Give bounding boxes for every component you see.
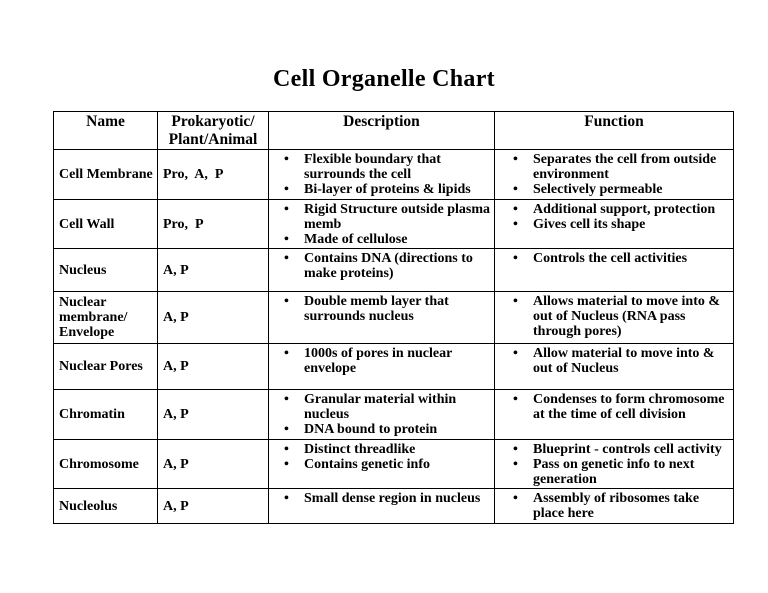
bullet-list [269, 294, 494, 324]
name-cell: Nuclear Pores [54, 344, 158, 390]
bullet-list [269, 251, 494, 281]
bullet-icon: • [513, 346, 518, 361]
type-cell: A, P [158, 390, 269, 440]
name-cell: Nucleolus [54, 489, 158, 524]
col-header-description [269, 112, 495, 150]
function-cell [495, 440, 734, 489]
organelle-table [53, 111, 734, 524]
bullet-text: Granular material within nucleus [304, 392, 457, 422]
bullet-list [495, 202, 733, 232]
col-header-line: Prokaryotic/ [171, 113, 255, 130]
bullet-text: Allows material to move into & out of Nucleus (RNA pass through pores) [533, 294, 721, 339]
bullet-item [495, 294, 733, 339]
bullet-list [495, 491, 733, 521]
table-row [54, 150, 734, 200]
bullet-text: Additional support, protection [533, 202, 716, 217]
bullet-icon: • [513, 392, 518, 407]
col-header-name [54, 112, 158, 150]
col-header-function [495, 112, 734, 150]
bullet-list [269, 442, 494, 472]
bullet-icon: • [513, 251, 518, 266]
description-cell [269, 292, 495, 344]
col-header-line: Name [86, 113, 125, 130]
name-cell: Cell Membrane [54, 150, 158, 200]
bullet-icon: • [284, 232, 289, 247]
col-header-line: Plant/Animal [168, 131, 258, 148]
bullet-item [495, 202, 733, 217]
bullet-icon: • [513, 202, 518, 217]
type-cell: A, P [158, 440, 269, 489]
name-cell: Chromosome [54, 440, 158, 489]
bullet-item [269, 442, 494, 457]
name-cell: Nucleus [54, 249, 158, 292]
bullet-item [269, 251, 494, 281]
bullet-item [495, 182, 733, 197]
bullet-item [495, 251, 733, 266]
table-row [54, 489, 734, 524]
bullet-item [269, 152, 494, 182]
bullet-list [495, 442, 733, 487]
type-cell: A, P [158, 489, 269, 524]
bullet-icon: • [284, 152, 289, 167]
description-cell [269, 249, 495, 292]
description-cell [269, 440, 495, 489]
bullet-icon: • [513, 152, 518, 167]
description-cell [269, 489, 495, 524]
bullet-item [269, 392, 494, 422]
bullet-list [495, 392, 733, 422]
description-cell [269, 150, 495, 200]
bullet-list [269, 392, 494, 437]
bullet-item [495, 346, 733, 376]
table-row [54, 390, 734, 440]
bullet-text: Condenses to form chromosome at the time of cell division [533, 392, 725, 422]
table-row [54, 249, 734, 292]
bullet-list [269, 152, 494, 197]
bullet-icon: • [513, 491, 518, 506]
bullet-icon: • [284, 182, 289, 197]
bullet-icon: • [284, 491, 289, 506]
page-title: Cell Organelle Chart [273, 66, 495, 92]
type-cell: A, P [158, 344, 269, 390]
bullet-item [269, 182, 494, 197]
bullet-icon: • [284, 251, 289, 266]
bullet-item [495, 152, 733, 182]
type-cell: A, P [158, 249, 269, 292]
type-cell: A, P [158, 292, 269, 344]
bullet-list [495, 346, 733, 376]
description-cell [269, 390, 495, 440]
bullet-list [269, 202, 494, 247]
name-cell: Cell Wall [54, 200, 158, 249]
bullet-icon: • [513, 182, 518, 197]
table-row [54, 344, 734, 390]
name-cell: Chromatin [54, 390, 158, 440]
bullet-icon: • [284, 346, 289, 361]
bullet-text: Double memb layer that surrounds nucleus [304, 294, 449, 324]
bullet-text: Selectively permeable [533, 182, 663, 197]
bullet-text: Bi-layer of proteins & lipids [304, 182, 471, 197]
bullet-list [495, 294, 733, 339]
table-row [54, 292, 734, 344]
bullet-text: Separates the cell from outside environment [533, 152, 717, 182]
bullet-item [495, 491, 733, 521]
table-row [54, 440, 734, 489]
bullet-item [495, 217, 733, 232]
bullet-text: DNA bound to protein [304, 422, 438, 437]
bullet-icon: • [284, 202, 289, 217]
function-cell [495, 390, 734, 440]
bullet-text: Contains DNA (directions to make proteins) [304, 251, 473, 281]
bullet-item [269, 491, 494, 506]
bullet-icon: • [284, 422, 289, 437]
bullet-item [269, 422, 494, 437]
bullet-item [495, 457, 733, 487]
bullet-item [495, 392, 733, 422]
table-row [54, 200, 734, 249]
col-header-line: Description [343, 113, 420, 130]
bullet-text: Pass on genetic info to next generation [533, 457, 695, 487]
col-header-type [158, 112, 269, 150]
function-cell [495, 292, 734, 344]
bullet-list [495, 152, 733, 197]
bullet-text: Controls the cell activities [533, 251, 688, 266]
function-cell [495, 200, 734, 249]
bullet-icon: • [284, 442, 289, 457]
bullet-text: Flexible boundary that surrounds the cell [304, 152, 441, 182]
table-header [54, 112, 734, 150]
bullet-item [269, 457, 494, 472]
table-body [54, 150, 734, 524]
function-cell [495, 344, 734, 390]
bullet-item [495, 442, 733, 457]
header-row [54, 112, 734, 150]
function-cell [495, 150, 734, 200]
bullet-text: Allow material to move into & out of Nucleus [533, 346, 715, 376]
bullet-icon: • [513, 217, 518, 232]
bullet-text: Assembly of ribosomes take place here [533, 491, 700, 521]
bullet-icon: • [513, 442, 518, 457]
bullet-list [269, 491, 494, 506]
type-cell: Pro, P [158, 200, 269, 249]
description-cell [269, 344, 495, 390]
bullet-item [269, 294, 494, 324]
bullet-item [269, 232, 494, 247]
description-cell [269, 200, 495, 249]
bullet-text: Gives cell its shape [533, 217, 646, 232]
name-cell: Nuclear membrane/ Envelope [54, 292, 158, 344]
function-cell [495, 489, 734, 524]
bullet-icon: • [284, 457, 289, 472]
function-cell [495, 249, 734, 292]
bullet-item [269, 202, 494, 232]
bullet-list [269, 346, 494, 376]
bullet-icon: • [284, 392, 289, 407]
bullet-icon: • [513, 457, 518, 472]
bullet-text: Blueprint - controls cell activity [533, 442, 722, 457]
bullet-item [269, 346, 494, 376]
bullet-text: Distinct threadlike [304, 442, 416, 457]
bullet-text: Rigid Structure outside plasma memb [304, 202, 491, 232]
bullet-text: Small dense region in nucleus [304, 491, 481, 506]
type-cell: Pro, A, P [158, 150, 269, 200]
bullet-icon: • [284, 294, 289, 309]
bullet-text: Made of cellulose [304, 232, 408, 247]
bullet-icon: • [513, 294, 518, 309]
bullet-list [495, 251, 733, 266]
bullet-text: Contains genetic info [304, 457, 430, 472]
col-header-line: Function [584, 113, 644, 130]
bullet-text: 1000s of pores in nuclear envelope [304, 346, 453, 376]
